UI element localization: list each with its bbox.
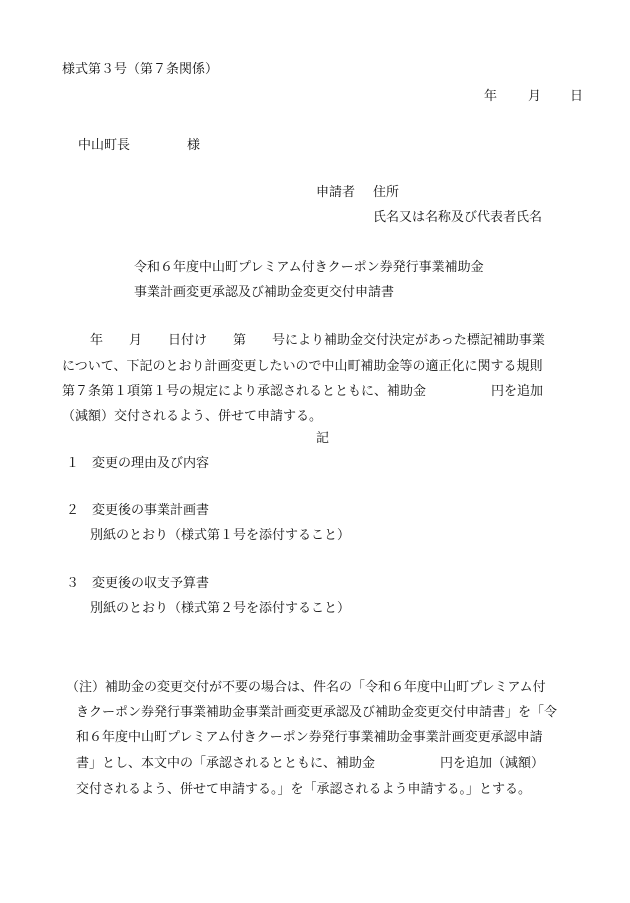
date-month: 月 <box>528 89 542 104</box>
title-line-1: 令和６年度中山町プレミアム付きクーポン券発行事業補助金 <box>134 260 484 275</box>
item-sub: 別紙のとおり（様式第１号を添付すること） <box>90 528 351 543</box>
item-number: ２ <box>66 503 80 518</box>
body-line-1: 年 月 日付け 第 号により補助金交付決定があった標記補助事業 <box>90 333 545 348</box>
addressee-honorific: 様 <box>187 138 201 153</box>
item-number: １ <box>66 456 80 471</box>
item-number: ３ <box>66 576 80 591</box>
body-line-4: （減額）交付されるよう、併せて申請する。 <box>62 409 323 424</box>
item-label: 変更後の収支予算書 <box>92 576 210 591</box>
addressee-name: 中山町長 <box>78 138 131 153</box>
form-number: 様式第３号（第７条関係） <box>62 62 219 77</box>
item-label: 変更後の事業計画書 <box>92 503 210 518</box>
body-line-3: 第７条第１項第１号の規定により承認されるとともに、補助金 円を追加 <box>62 384 544 399</box>
note-line-4: 書」とし、本文中の「承認されるとともに、補助金 円を追加（減額） <box>76 756 545 771</box>
title-line-2: 事業計画変更承認及び補助金変更交付申請書 <box>134 285 395 300</box>
applicant-name-label: 氏名又は名称及び代表者氏名 <box>373 210 543 225</box>
note-line-1: （注）補助金の変更交付が不要の場合は、件名の「令和６年度中山町プレミアム付 <box>66 680 546 695</box>
item-label: 変更の理由及び内容 <box>92 456 210 471</box>
note-line-5: 交付されるよう、併せて申請する。」を「承認されるよう申請する。」とする。 <box>76 782 532 797</box>
date-year: 年 <box>484 89 498 104</box>
item-sub: 別紙のとおり（様式第２号を添付すること） <box>90 601 351 616</box>
body-line-2: について、下記のとおり計画変更したいので中山町補助金等の適正化に関する規則 <box>62 359 543 374</box>
ki-heading: 記 <box>316 431 330 446</box>
note-line-2: きクーポン券発行事業補助金事業計画変更承認及び補助金変更交付申請書」を「令 <box>76 705 558 720</box>
applicant-address-label: 住所 <box>373 185 400 200</box>
date-day: 日 <box>570 89 584 104</box>
applicant-label: 申請者 <box>316 185 356 200</box>
note-line-3: 和６年度中山町プレミアム付きクーポン券発行事業補助金事業計画変更承認申請 <box>76 730 543 745</box>
